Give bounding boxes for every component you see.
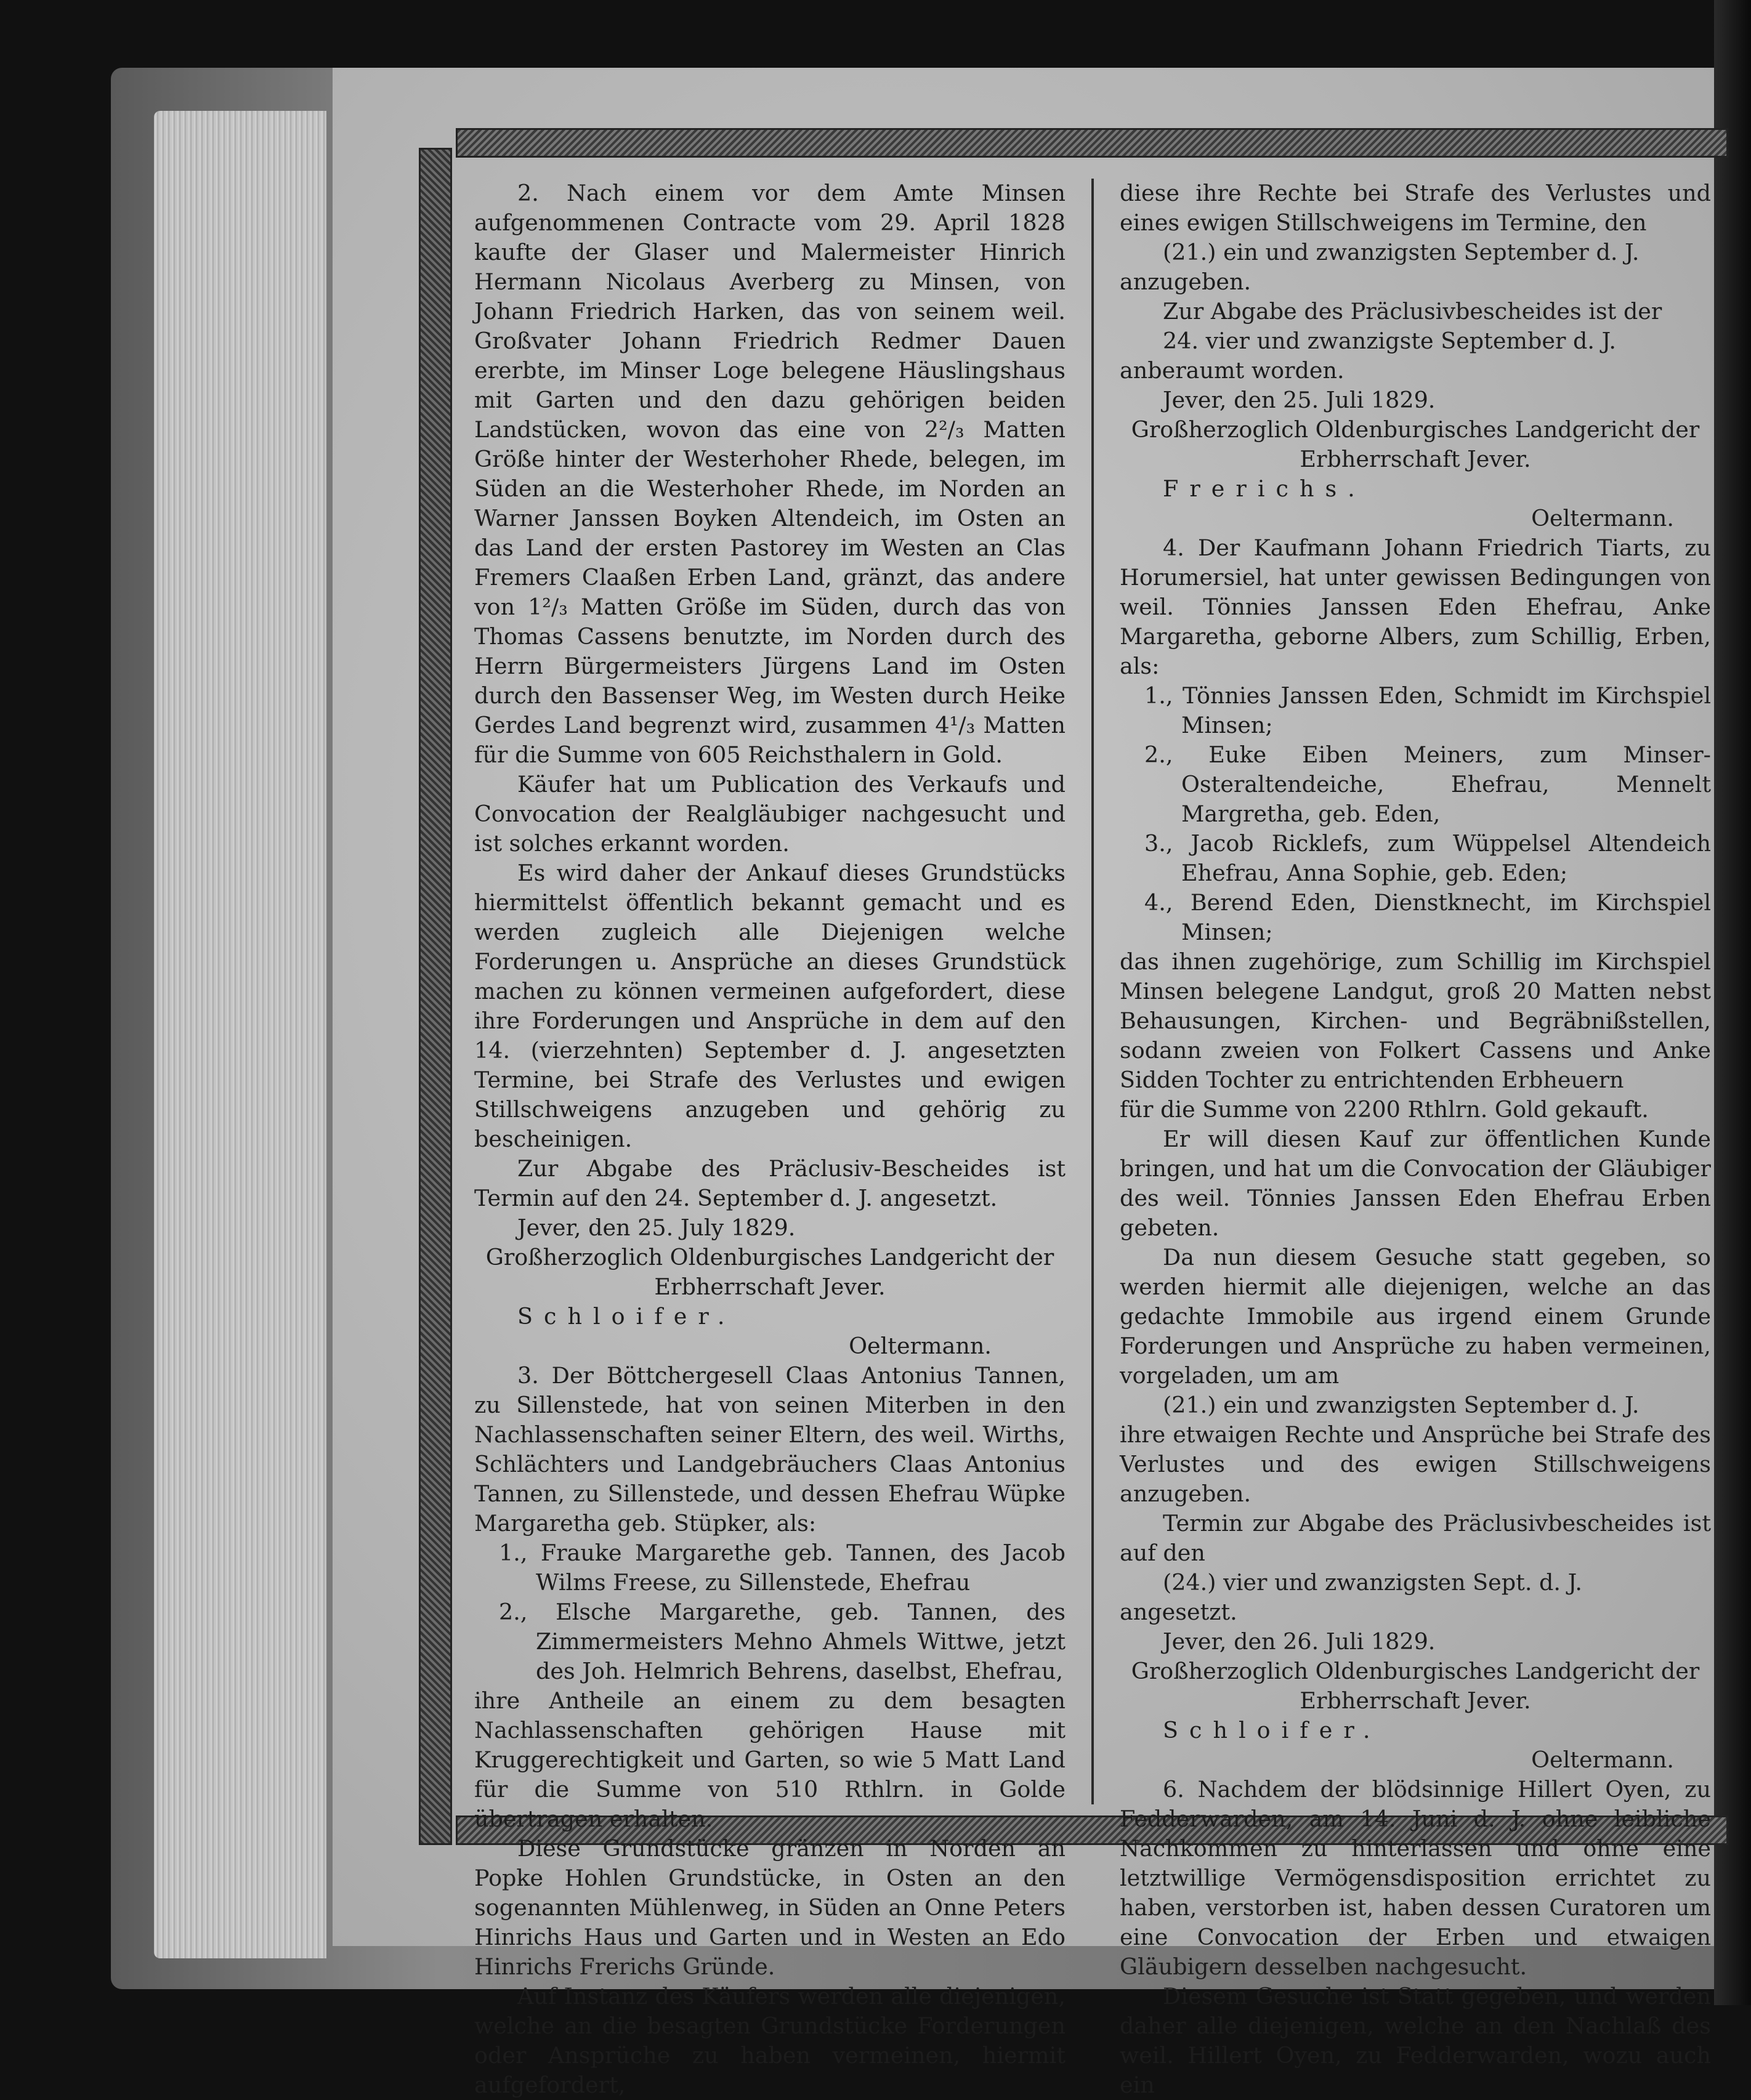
notice-3-court: Großherzoglich Oldenburgisches Landgericht der Erbherrschaft Jever. bbox=[1131, 416, 1700, 472]
left-column bbox=[474, 179, 1066, 2100]
notice-4-signature: Schloifer. bbox=[1163, 1717, 1381, 1743]
notice-2-paragraph: Käufer hat um Publication des Verkaufs und Convocation der Realgläubiger nachgesucht und ist solches erkannt worden. bbox=[474, 771, 1066, 857]
notice-3-signature: Oeltermann. bbox=[1531, 505, 1674, 531]
page-edges bbox=[154, 111, 326, 1958]
notice-6-paragraph: Diesem Gesuche ist Statt gegeben, und werden daher alle diejenigen, welche an den Nachlaß des weil. Hillert Oyen, zu Fedderwarden, wozu auch ein bbox=[1120, 1983, 1711, 2098]
notice-3-paragraph: Diese Grundstücke gränzen in Norden an Popke Hohlen Grundstücke, in Osten an den sogenannten Mühlenweg, in Süden an Onne Peters Hinrichs Haus und Garten und in Westen an Edo Hinrichs Frerichs Gründe. bbox=[474, 1835, 1066, 1980]
notice-4-paragraph: Er will diesen Kauf zur öffentlichen Kunde bringen, und hat um die Convocation der Gläubiger des weil. Tönnies Janssen Eden Ehefrau Erben gebeten. bbox=[1120, 1126, 1711, 1241]
notice-3-list-item: 2., Elsche Margarethe, geb. Tannen, des Zimmermeisters Mehno Ahmels Wittwe, jetzt des Joh. Helmrich Behrens, daselbst, Ehefrau, bbox=[499, 1599, 1066, 1684]
notice-4-paragraph: Termin zur Abgabe des Präclusivbescheides ist auf den bbox=[1120, 1510, 1711, 1566]
notice-3-paragraph: anzugeben. bbox=[1120, 269, 1252, 295]
notice-2-paragraph: 2. Nach einem vor dem Amte Minsen aufgenommenen Contracte vom 29. April 1828 kaufte der Glaser und Malermeister Hinrich Hermann Nicolaus Averberg zu Minsen, von Johann Friedrich Harken, das von seinem weil. Großvater Johann Friedrich Redmer Dauen ererbte, im Minser Loge belegene Häuslingshaus mit Garten und den dazu gehörigen beiden Landstücken, wovon das eine von 2²/₃ Matten Größe hinter der Westerhoher Rhede, belegen, im Süden an die Westerhoher Rhede, im Norden an Warner Janssen Boyken Altendeich, im Osten an das Land der ersten Pastorey im Westen an Clas Fremers Claaßen Erben Land, gränzt, das andere von 1²/₃ Matten Größe im Süden, durch das von Thomas Cassens benutzte, im Norden durch des Herrn Bürgermeisters Jürgens Land im Osten durch den Bassenser Weg, im Westen durch Heike Gerdes Land begrenzt wird, zusammen 4¹/₃ Matten für die Summe von 605 Reichsthalern in Gold. bbox=[474, 180, 1066, 768]
notice-3-paragraph: 3. Der Böttchergesell Claas Antonius Tannen, zu Sillenstede, hat von seinen Miterben in den Nachlassenschaften seiner Eltern, des weil. Wirths, Schlächters und Landgebräuchers Claas Antonius Tannen, zu Sillenstede, und dessen Ehefrau Wüpke Margaretha geb. Stüpker, als: bbox=[474, 1362, 1066, 1537]
notice-4-date: (21.) ein und zwanzigsten September d. J. bbox=[1163, 1392, 1640, 1418]
notice-2-paragraph: Zur Abgabe des Präclusiv-Bescheides ist Termin auf den 24. September d. J. angesetzt. bbox=[474, 1155, 1066, 1211]
notice-3-list-item: 1., Frauke Margarethe geb. Tannen, des Jacob Wilms Freese, zu Sillenstede, Ehefrau bbox=[499, 1540, 1066, 1596]
notice-2-signature: Schloifer. bbox=[517, 1303, 736, 1330]
notice-4-date: (24.) vier und zwanzigsten Sept. d. J. bbox=[1163, 1569, 1582, 1596]
notice-2-signature: Oeltermann. bbox=[849, 1333, 992, 1359]
notice-4-list-item: 1., Tönnies Janssen Eden, Schmidt im Kirchspiel Minsen; bbox=[1144, 682, 1711, 738]
notice-4-list-item: 4., Berend Eden, Dienstknecht, im Kirchspiel Minsen; bbox=[1144, 889, 1711, 945]
notice-6-paragraph: 6. Nachdem der blödsinnige Hillert Oyen, zu Fedderwarden, am 14. Juni d. J. ohne leibliche Nachkommen zu hinterlassen und ohne eine letztwillige Vermögensdisposition errichtet zu haben, verstorben ist, haben dessen Curatoren um eine Convocation der Erben und etwaigen Gläubigern desselben nachgesucht. bbox=[1120, 1776, 1711, 1980]
notice-4-list-item: 3., Jacob Ricklefs, zum Wüppelsel Altendeich Ehefrau, Anna Sophie, geb. Eden; bbox=[1144, 830, 1711, 886]
notice-4-court: Großherzoglich Oldenburgisches Landgericht der Erbherrschaft Jever. bbox=[1131, 1658, 1700, 1714]
notice-3-paragraph: diese ihre Rechte bei Strafe des Verlustes und eines ewigen Stillschweigens im Termine, den bbox=[1120, 180, 1711, 236]
notice-4-paragraph: ihre etwaigen Rechte und Ansprüche bei Strafe des Verlustes und des ewigen Stillschweigens anzugeben. bbox=[1120, 1421, 1711, 1507]
notice-3-signature: Frerichs. bbox=[1163, 475, 1366, 502]
notice-4-paragraph: das ihnen zugehörige, zum Schillig im Kirchspiel Minsen belegene Landgut, groß 20 Matten nebst Behausungen, Kirchen- und Begräbnißstellen, sodann zweien von Folkert Cassens und Anke Sidden Tochter zu entrichtenden Erbheuern bbox=[1120, 948, 1711, 1093]
notice-4-place-date: Jever, den 26. Juli 1829. bbox=[1163, 1628, 1436, 1655]
ornamental-border-top bbox=[456, 128, 1728, 158]
notice-3-paragraph: Auf Instanz des Käufers werden alle diejenigen, welche an die besagten Grundstücke Forderungen oder Ansprüche zu haben vermeinen, hiermit aufgefordert, bbox=[474, 1983, 1066, 2098]
notice-4-paragraph: für die Summe von 2200 Rthlrn. Gold gekauft. bbox=[1120, 1096, 1649, 1123]
notice-2-court: Großherzoglich Oldenburgisches Landgericht der Erbherrschaft Jever. bbox=[485, 1244, 1054, 1300]
notice-4-paragraph: 4. Der Kaufmann Johann Friedrich Tiarts, zu Horumersiel, hat unter gewissen Bedingungen von weil. Tönnies Janssen Eden Ehefrau, Anke Margaretha, geborne Albers, zum Schillig, Erben, als: bbox=[1120, 535, 1711, 679]
notice-3-paragraph: anberaumt worden. bbox=[1120, 357, 1345, 384]
notice-4-paragraph: Da nun diesem Gesuche statt gegeben, so werden hiermit alle diejenigen, welche an das gedachte Immobile aus irgend einem Grunde Forderungen und Ansprüche zu haben vermeinen, vorgeladen, um am bbox=[1120, 1244, 1711, 1389]
notice-3-paragraph: Zur Abgabe des Präclusivbescheides ist der bbox=[1163, 298, 1662, 325]
notice-3-paragraph: ihre Antheile an einem zu dem besagten Nachlassenschaften gehörigen Hause mit Kruggerechtigkeit und Garten, so wie 5 Matt Land für die Summe von 510 Rthlrn. in Golde übertragen erhalten. bbox=[474, 1687, 1066, 1832]
ornamental-border-left bbox=[419, 148, 452, 1845]
notice-4-paragraph: angesetzt. bbox=[1120, 1599, 1237, 1625]
binding-shadow bbox=[1714, 0, 1751, 2005]
right-column bbox=[1120, 179, 1711, 2100]
notice-3-date: (21.) ein und zwanzigsten September d. J. bbox=[1163, 239, 1640, 265]
notice-2-place-date: Jever, den 25. July 1829. bbox=[517, 1214, 796, 1241]
notice-3-place-date: Jever, den 25. Juli 1829. bbox=[1163, 387, 1436, 413]
notice-4-signature: Oeltermann. bbox=[1531, 1747, 1674, 1773]
notice-2-paragraph: Es wird daher der Ankauf dieses Grundstücks hiermittelst öffentlich bekannt gemacht und es werden zugleich alle Diejenigen welche Forderungen u. Ansprüche an dieses Grundstück machen zu können vermeinen aufgefordert, diese ihre Forderungen und Ansprüche in dem auf den 14. (vierzehnten) September d. J. angesetzten Termine, bei Strafe des Verlustes und ewigen Stillschweigens anzugeben und gehörig zu bescheinigen. bbox=[474, 860, 1066, 1152]
column-divider bbox=[1091, 179, 1094, 1804]
notice-4-list-item: 2., Euke Eiben Meiners, zum Minser-Osteraltendeiche, Ehefrau, Mennelt Margretha, geb. Eden, bbox=[1144, 741, 1711, 827]
notice-3-date: 24. vier und zwanzigste September d. J. bbox=[1163, 328, 1617, 354]
